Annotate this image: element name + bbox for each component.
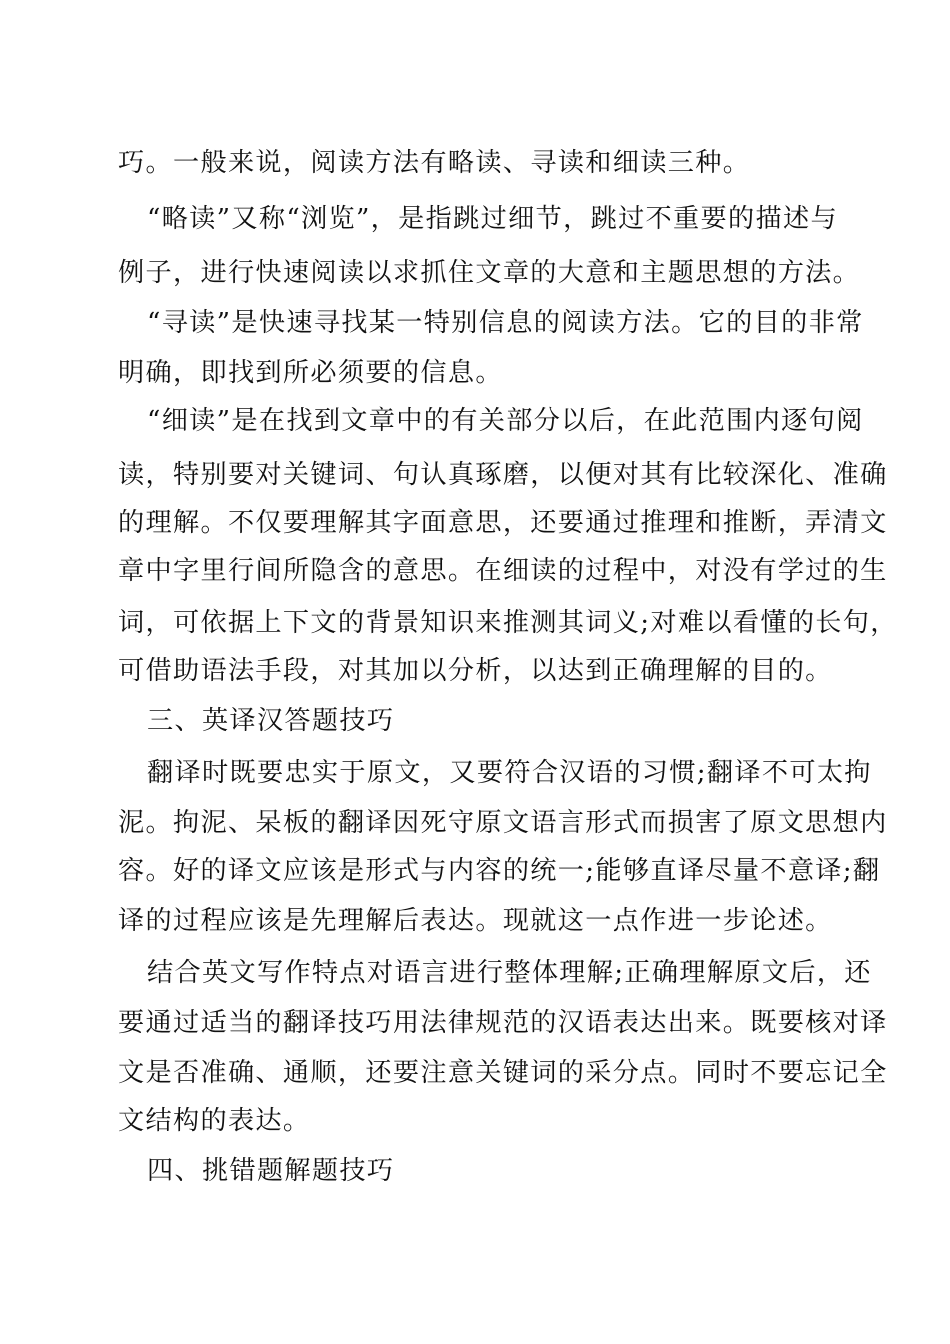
paragraph-line: 泥。拘泥、呆板的翻译因死守原文语言形式而损害了原文思想内 xyxy=(118,808,888,838)
paragraph-line: 例子，进行快速阅读以求抓住文章的大意和主题思想的方法。 xyxy=(118,258,861,288)
paragraph-line: 明确，即找到所必须要的信息。 xyxy=(118,358,503,388)
paragraph-line: “略读”又称“浏览”，是指跳过细节，跳过不重要的描述与 xyxy=(147,204,838,234)
section-heading: 三、英译汉答题技巧 xyxy=(147,706,395,736)
paragraph-line: 要通过适当的翻译技巧用法律规范的汉语表达出来。既要核对译 xyxy=(118,1008,888,1038)
paragraph-line: 容。好的译文应该是形式与内容的统一;能够直译尽量不意译;翻 xyxy=(118,856,881,886)
paragraph-line: 巧。一般来说，阅读方法有略读、寻读和细读三种。 xyxy=(118,148,751,178)
section-heading: 四、挑错题解题技巧 xyxy=(147,1156,395,1186)
paragraph-line: 文是否准确、通顺，还要注意关键词的采分点。同时不要忘记全 xyxy=(118,1058,888,1088)
paragraph-line: “寻读”是快速寻找某一特别信息的阅读方法。它的目的非常 xyxy=(147,308,864,338)
paragraph-line: 翻译时既要忠实于原文，又要符合汉语的习惯;翻译不可太拘 xyxy=(147,758,872,788)
paragraph-line: 可借助语法手段，对其加以分析，以达到正确理解的目的。 xyxy=(118,656,833,686)
paragraph-line: 词，可依据上下文的背景知识来推测其词义;对难以看懂的长句， xyxy=(118,608,898,638)
paragraph-line: 文结构的表达。 xyxy=(118,1106,311,1136)
paragraph-line: 读，特别要对关键词、句认真琢磨，以便对其有比较深化、准确 xyxy=(118,460,888,490)
paragraph-line: 结合英文写作特点对语言进行整体理解;正确理解原文后，还 xyxy=(147,958,872,988)
paragraph-line: 译的过程应该是先理解后表达。现就这一点作进一步论述。 xyxy=(118,906,833,936)
paragraph-line: 的理解。不仅要理解其字面意思，还要通过推理和推断，弄清文 xyxy=(118,508,888,538)
paragraph-line: 章中字里行间所隐含的意思。在细读的过程中，对没有学过的生 xyxy=(118,556,888,586)
paragraph-line: “细读”是在找到文章中的有关部分以后，在此范围内逐句阅 xyxy=(147,406,864,436)
